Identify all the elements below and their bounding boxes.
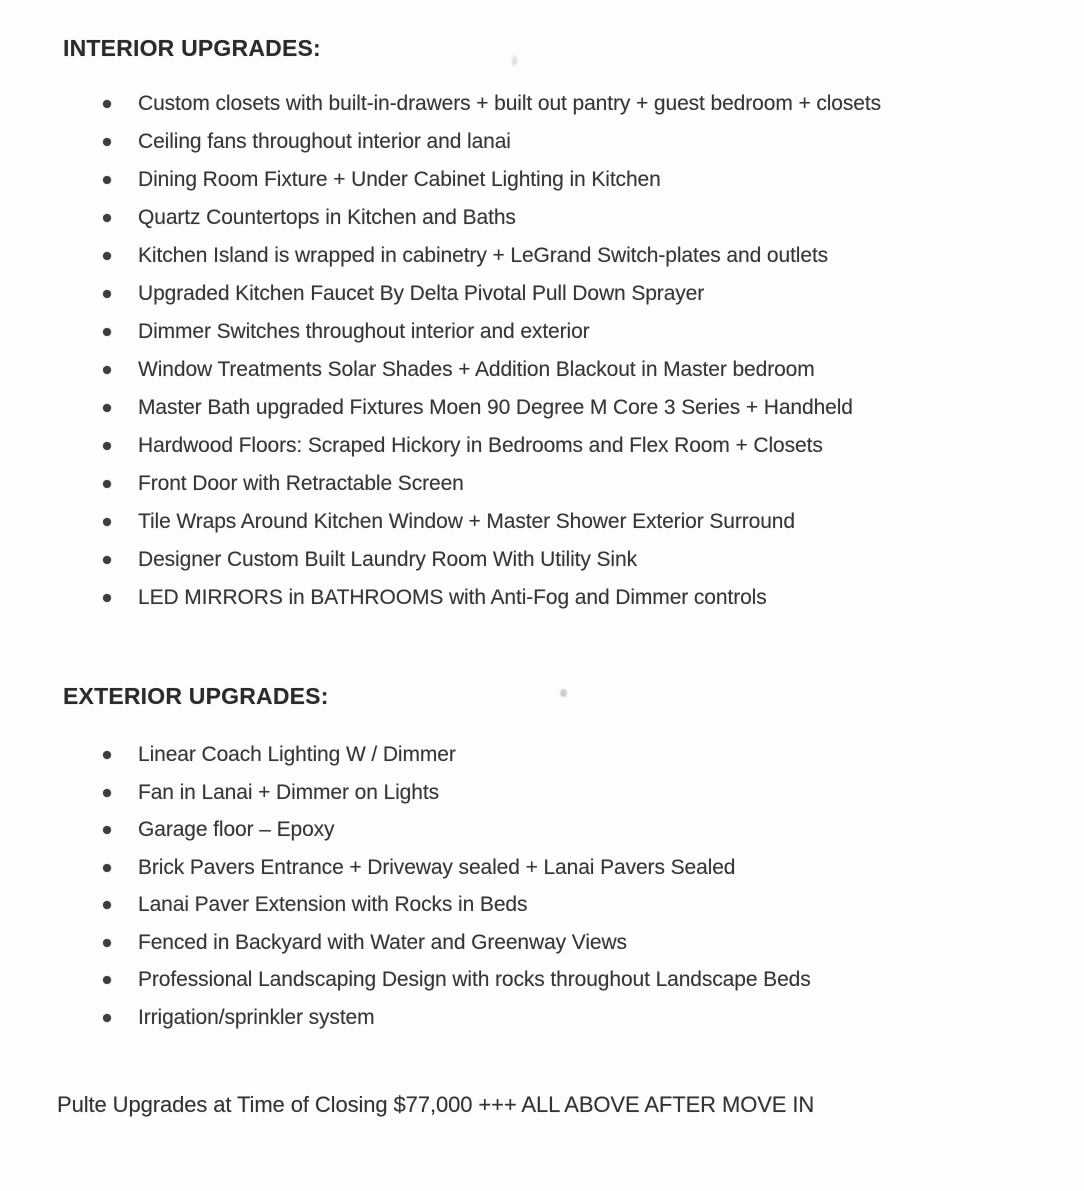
list-item: Professional Landscaping Design with rocks throughout Landscape Beds bbox=[63, 961, 1084, 999]
list-item: Linear Coach Lighting W / Dimmer bbox=[63, 736, 1084, 774]
list-item: Ceiling fans throughout interior and lanai bbox=[63, 123, 1084, 161]
list-item: Lanai Paver Extension with Rocks in Beds bbox=[63, 886, 1084, 924]
exterior-upgrades-list bbox=[63, 736, 1084, 1036]
list-item: Fenced in Backyard with Water and Greenway Views bbox=[63, 924, 1084, 962]
list-item: Dining Room Fixture + Under Cabinet Lighting in Kitchen bbox=[63, 161, 1084, 199]
list-item: Quartz Countertops in Kitchen and Baths bbox=[63, 199, 1084, 237]
interior-upgrades-list bbox=[63, 85, 1084, 617]
list-item: Kitchen Island is wrapped in cabinetry + LeGrand Switch-plates and outlets bbox=[63, 237, 1084, 275]
list-item: Front Door with Retractable Screen bbox=[63, 465, 1084, 503]
list-item: Dimmer Switches throughout interior and exterior bbox=[63, 313, 1084, 351]
closing-note: Pulte Upgrades at Time of Closing $77,000 +++ ALL ABOVE AFTER MOVE IN bbox=[57, 1092, 815, 1117]
section-heading-interior: INTERIOR UPGRADES: bbox=[63, 35, 321, 61]
list-item: Garage floor – Epoxy bbox=[63, 811, 1084, 849]
list-item: Custom closets with built-in-drawers + built out pantry + guest bedroom + closets bbox=[63, 85, 1084, 123]
list-item: Irrigation/sprinkler system bbox=[63, 999, 1084, 1037]
list-item: Upgraded Kitchen Faucet By Delta Pivotal Pull Down Sprayer bbox=[63, 275, 1084, 313]
list-item: Hardwood Floors: Scraped Hickory in Bedrooms and Flex Room + Closets bbox=[63, 427, 1084, 465]
list-item: LED MIRRORS in BATHROOMS with Anti-Fog and Dimmer controls bbox=[63, 579, 1084, 617]
list-item: Master Bath upgraded Fixtures Moen 90 Degree M Core 3 Series + Handheld bbox=[63, 389, 1084, 427]
list-item: Tile Wraps Around Kitchen Window + Master Shower Exterior Surround bbox=[63, 503, 1084, 541]
section-heading-exterior: EXTERIOR UPGRADES: bbox=[63, 683, 329, 709]
list-item: Fan in Lanai + Dimmer on Lights bbox=[63, 774, 1084, 812]
list-item: Designer Custom Built Laundry Room With Utility Sink bbox=[63, 541, 1084, 579]
list-item: Brick Pavers Entrance + Driveway sealed + Lanai Pavers Sealed bbox=[63, 849, 1084, 887]
list-item: Window Treatments Solar Shades + Addition Blackout in Master bedroom bbox=[63, 351, 1084, 389]
